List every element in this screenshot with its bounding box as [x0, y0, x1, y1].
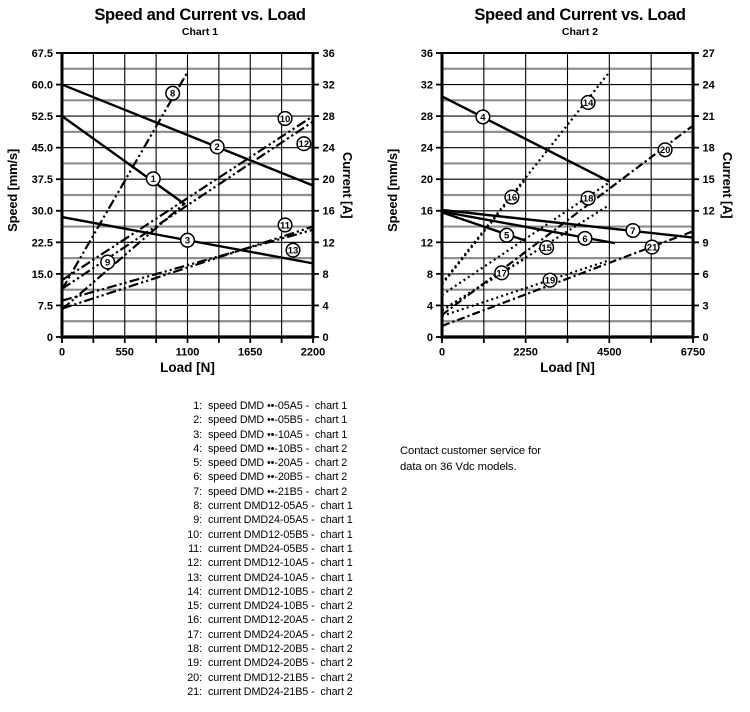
chart-2-x-axis-title: Load [N]	[540, 360, 595, 375]
svg-text:27: 27	[702, 47, 715, 60]
svg-text:19: 19	[544, 275, 556, 287]
svg-text:6: 6	[702, 268, 709, 281]
legend-item-text: speed DMD ••-10B5 - chart 2	[208, 442, 348, 455]
svg-text:0: 0	[58, 346, 66, 359]
svg-text:3: 3	[184, 235, 191, 247]
legend-item-text: current DMD24-10A5 - chart 1	[208, 571, 353, 584]
svg-text:2250: 2250	[513, 346, 538, 359]
legend-item-number: 3:	[193, 428, 202, 441]
svg-text:4: 4	[426, 300, 433, 313]
legend-item	[0, 413, 420, 427]
legend-item-text: current DMD24-20B5 - chart 2	[208, 657, 353, 670]
svg-text:45.0: 45.0	[31, 142, 53, 155]
legend-item-number: 4:	[193, 442, 202, 455]
svg-text:37.5: 37.5	[31, 174, 53, 187]
legend-item-text: speed DMD ••-20A5 - chart 2	[208, 457, 348, 470]
legend	[0, 399, 420, 699]
legend-item-text: current DMD12-05B5 - chart 1	[208, 528, 353, 541]
note-line-2: data on 36 Vdc models.	[400, 460, 517, 473]
legend-item-text: current DMD12-20A5 - chart 2	[208, 614, 353, 627]
svg-text:7.5: 7.5	[37, 300, 53, 313]
legend-item-number: 2:	[193, 414, 202, 427]
svg-text:17: 17	[496, 268, 507, 280]
svg-text:0: 0	[438, 346, 446, 359]
legend-item-text: speed DMD ••-21B5 - chart 2	[208, 485, 348, 498]
svg-text:18: 18	[582, 193, 594, 205]
svg-text:36: 36	[322, 47, 335, 60]
legend-item	[0, 485, 420, 499]
svg-text:36: 36	[420, 47, 433, 60]
legend-item-text: current DMD24-21B5 - chart 2	[208, 685, 353, 698]
svg-text:0: 0	[322, 331, 329, 344]
svg-text:2200: 2200	[300, 346, 326, 359]
legend-item-text: speed DMD ••-20B5 - chart 2	[208, 471, 348, 484]
legend-item-text: speed DMD ••-05B5 - chart 1	[208, 414, 348, 427]
svg-text:15: 15	[541, 243, 552, 255]
legend-item-number: 15:	[187, 600, 202, 613]
legend-item-text: speed DMD ••-05A5 - chart 1	[208, 400, 348, 412]
legend-item-number: 13:	[187, 571, 202, 584]
svg-text:12: 12	[298, 139, 310, 151]
legend-item-text: current DMD12-10A5 - chart 1	[208, 557, 353, 570]
legend-item	[0, 642, 420, 656]
legend-item	[0, 456, 420, 470]
svg-text:20: 20	[659, 145, 671, 157]
svg-text:21: 21	[702, 111, 715, 124]
svg-text:24: 24	[420, 142, 433, 155]
svg-text:16: 16	[420, 205, 433, 218]
svg-text:22.5: 22.5	[31, 237, 53, 250]
legend-item-number: 9:	[193, 514, 202, 527]
svg-text:14: 14	[582, 97, 594, 109]
legend-item-text: current DMD12-20B5 - chart 2	[208, 643, 353, 656]
svg-text:2: 2	[214, 142, 220, 154]
legend-item-number: 14:	[187, 585, 202, 598]
svg-text:0: 0	[46, 331, 53, 344]
legend-item	[0, 585, 420, 599]
svg-text:6: 6	[582, 233, 588, 245]
svg-text:1650: 1650	[238, 346, 263, 359]
chart-1-subtitle: Chart 1	[181, 26, 219, 38]
legend-item-number: 5:	[193, 457, 202, 470]
svg-text:20: 20	[322, 174, 335, 187]
legend-item-text: current DMD24-05A5 - chart 1	[208, 514, 353, 527]
legend-item-number: 12:	[187, 557, 202, 570]
svg-text:9: 9	[104, 257, 111, 269]
legend-item-number: 1:	[193, 400, 202, 412]
legend-item-text: speed DMD ••-10A5 - chart 1	[208, 428, 348, 441]
legend-item	[0, 528, 420, 542]
svg-text:0: 0	[702, 331, 709, 344]
legend-item	[0, 542, 420, 556]
legend-item-number: 8:	[193, 500, 202, 513]
legend-item-text: current DMD24-10B5 - chart 2	[208, 600, 353, 613]
chart-2-title: Speed and Current vs. Load	[474, 6, 686, 24]
svg-text:550: 550	[115, 346, 134, 359]
svg-text:8: 8	[170, 88, 176, 100]
legend-item	[0, 513, 420, 527]
svg-text:6750: 6750	[680, 346, 706, 359]
svg-text:18: 18	[702, 142, 715, 155]
svg-text:1: 1	[150, 174, 156, 186]
svg-text:15.0: 15.0	[31, 268, 53, 281]
legend-item	[0, 685, 420, 699]
svg-text:3: 3	[702, 300, 709, 313]
chart-2-plot	[387, 45, 737, 369]
svg-text:8: 8	[426, 268, 433, 281]
svg-text:12: 12	[420, 237, 433, 250]
legend-item	[0, 399, 420, 413]
svg-text:60.0: 60.0	[31, 79, 53, 92]
svg-text:4: 4	[322, 300, 329, 313]
svg-text:11: 11	[280, 220, 291, 232]
svg-text:24: 24	[702, 79, 715, 92]
legend-item-text: current DMD24-20A5 - chart 2	[208, 628, 353, 641]
chart-1-plot	[7, 45, 357, 369]
legend-item-number: 11:	[188, 542, 202, 555]
svg-text:32: 32	[420, 79, 433, 92]
legend-item	[0, 571, 420, 585]
svg-text:0: 0	[426, 331, 433, 344]
legend-item-number: 19:	[187, 657, 202, 670]
svg-text:4: 4	[480, 112, 486, 124]
legend-item	[0, 671, 420, 685]
legend-item	[0, 470, 420, 484]
legend-item	[0, 613, 420, 627]
svg-text:28: 28	[322, 111, 335, 124]
legend-item	[0, 556, 420, 570]
svg-text:32: 32	[322, 79, 335, 92]
legend-item-number: 17:	[187, 628, 202, 641]
legend-item-text: current DMD12-05A5 - chart 1	[208, 500, 353, 513]
svg-text:52.5: 52.5	[31, 111, 53, 124]
svg-text:7: 7	[630, 225, 636, 237]
chart-1-yright-axis-title: Current [A]	[340, 152, 355, 219]
legend-item	[0, 599, 420, 613]
legend-item	[0, 628, 420, 642]
svg-text:16: 16	[506, 192, 518, 204]
legend-item-number: 6:	[193, 471, 202, 484]
legend-item-number: 18:	[187, 643, 202, 656]
svg-text:24: 24	[322, 142, 335, 155]
svg-text:9: 9	[702, 237, 709, 250]
svg-text:10: 10	[279, 113, 291, 125]
svg-text:8: 8	[322, 268, 329, 281]
note-36vdc	[400, 444, 541, 475]
chart-1-yleft-axis-title: Speed [mm/s]	[5, 149, 20, 232]
chart-2-yleft-axis-title: Speed [mm/s]	[385, 149, 400, 232]
svg-text:21: 21	[646, 242, 658, 254]
svg-text:1100: 1100	[175, 346, 200, 359]
svg-text:28: 28	[420, 111, 433, 124]
svg-text:13: 13	[287, 245, 299, 257]
legend-item	[0, 499, 420, 513]
svg-text:67.5: 67.5	[31, 47, 53, 60]
legend-item-text: current DMD12-21B5 - chart 2	[208, 671, 353, 684]
legend-item	[0, 442, 420, 456]
legend-item-number: 21:	[187, 685, 202, 698]
legend-item-number: 20:	[187, 671, 202, 684]
svg-text:30.0: 30.0	[31, 205, 53, 218]
legend-item	[0, 656, 420, 670]
legend-item	[0, 428, 420, 442]
chart-2-subtitle: Chart 2	[561, 26, 599, 38]
svg-text:12: 12	[322, 237, 335, 250]
chart-1-title: Speed and Current vs. Load	[94, 6, 306, 24]
svg-text:15: 15	[702, 174, 715, 187]
svg-text:12: 12	[702, 205, 715, 218]
chart-1-x-axis-title: Load [N]	[160, 360, 215, 375]
legend-item-number: 10:	[187, 528, 202, 541]
legend-item-number: 16:	[187, 614, 202, 627]
svg-text:4500: 4500	[597, 346, 622, 359]
svg-text:5: 5	[504, 230, 510, 242]
legend-item-text: current DMD24-05B5 - chart 1	[208, 542, 353, 555]
legend-item-text: current DMD12-10B5 - chart 2	[208, 585, 353, 598]
legend-item-number: 7:	[193, 485, 202, 498]
note-line-1: Contact customer service for	[400, 445, 541, 457]
svg-text:16: 16	[322, 205, 335, 218]
chart-2-yright-axis-title: Current [A]	[720, 152, 735, 219]
svg-text:20: 20	[420, 174, 433, 187]
